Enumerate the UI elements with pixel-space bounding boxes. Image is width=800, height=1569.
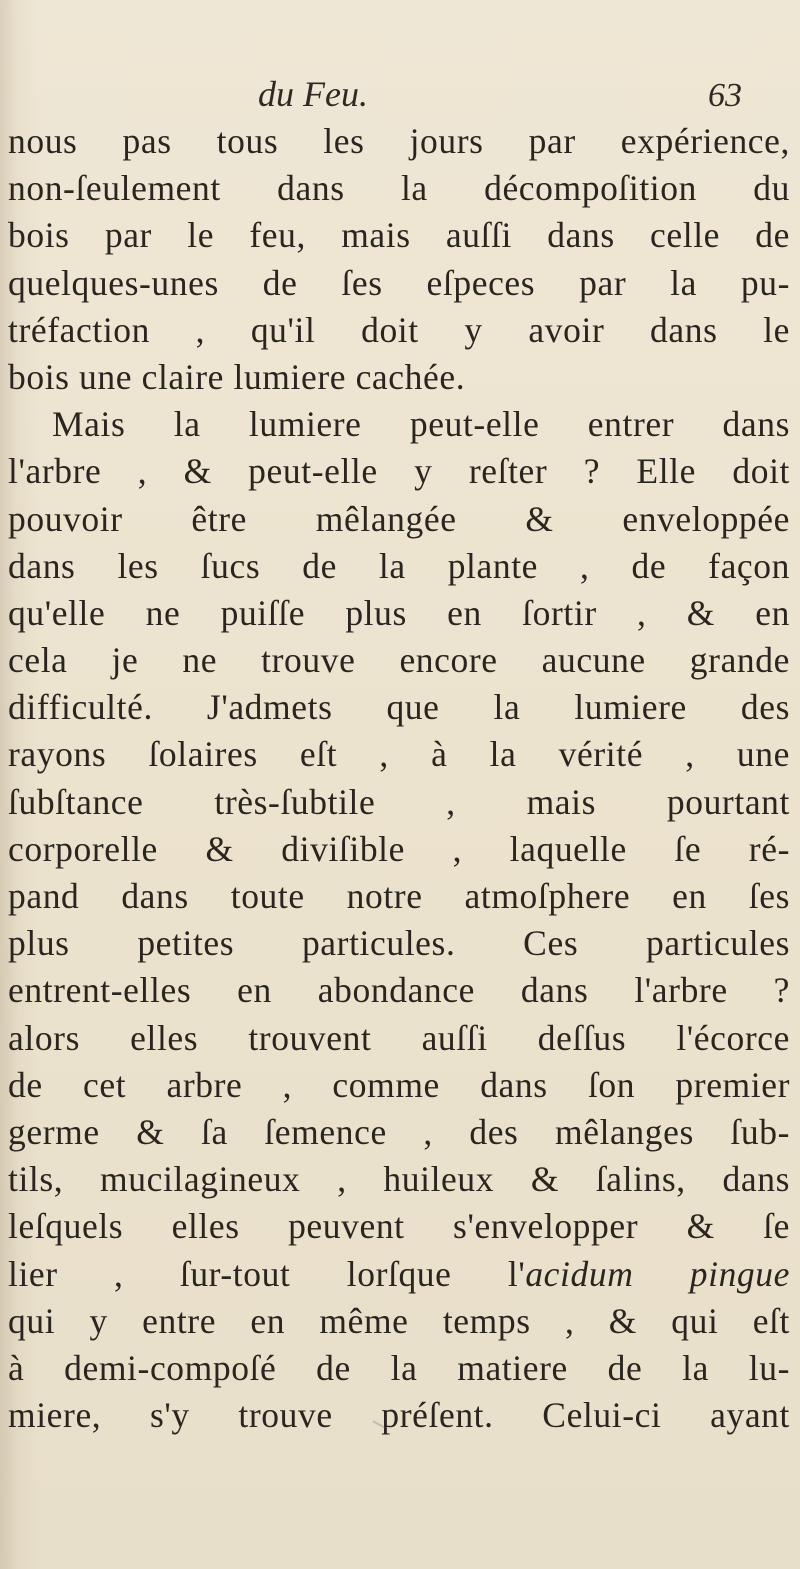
text-line: corporelle & diviſible , laquelle ſe ré- [8,828,790,869]
text-line: tils, mucilagineux , huileux & ſalins, dans [8,1159,790,1200]
text-line: à demi-compoſé de la matiere de la lu- [8,1347,790,1388]
text-line: alors elles trouvent auſſi deſſus l'écorce [8,1017,790,1058]
text-line [8,1251,790,1298]
text-line: nous pas tous les jours par expérience, [8,121,790,161]
text-line: qu'elle ne puiſſe plus en ſortir , & en [8,592,790,633]
page-number: 63 [708,77,742,114]
text-line: entrent-elles en abondance dans l'arbre ? [8,970,790,1011]
text-line: cela je ne trouve encore aucune grande [8,640,790,681]
text-line: tréfaction , qu'il doit y avoir dans le [8,309,790,350]
text-line: leſquels elles peuvent s'envelopper & ſe [8,1206,790,1247]
running-title: du Feu. [258,74,368,114]
running-head [0,72,800,120]
text-line: ſubſtance très-ſubtile , mais pourtant [8,781,790,822]
text-line: bois par le feu, mais auſſi dans celle de [8,215,790,256]
text-line: qui y entre en même temps , & qui eſt [8,1300,790,1341]
body-text [8,118,790,1439]
text-line: Mais la lumiere peut-elle entrer dans [52,404,790,445]
text-line: non-ſeulement dans la décompoſition du [8,168,790,209]
text-line: plus petites particules. Ces particules [8,923,790,964]
text-line: l'arbre , & peut-elle y reſter ? Elle doit [8,451,790,492]
text-line: difficulté. J'admets que la lumiere des [8,687,790,728]
text-line: de cet arbre , comme dans ſon premier [8,1064,790,1105]
text-line: bois une claire lumiere cachée. [8,356,466,397]
text-line: pouvoir être mêlangée & enveloppée [8,498,790,539]
text-line: germe & ſa ſemence , des mêlanges ſub- [8,1111,790,1152]
text-line: rayons ſolaires eſt , à la vérité , une [8,734,790,775]
text-line: pand dans toute notre atmoſphere en ſes [8,876,790,916]
text-line: quelques-unes de ſes eſpeces par la pu- [8,262,790,303]
text-line-start: lier , ſur-tout lorſque l' [8,1253,526,1294]
text-line: miere, s'y trouve préſent. Celui-ci ayant [8,1395,790,1436]
italic-term: acidum pingue [525,1253,790,1294]
text-line: dans les ſucs de la plante , de façon [8,545,790,586]
